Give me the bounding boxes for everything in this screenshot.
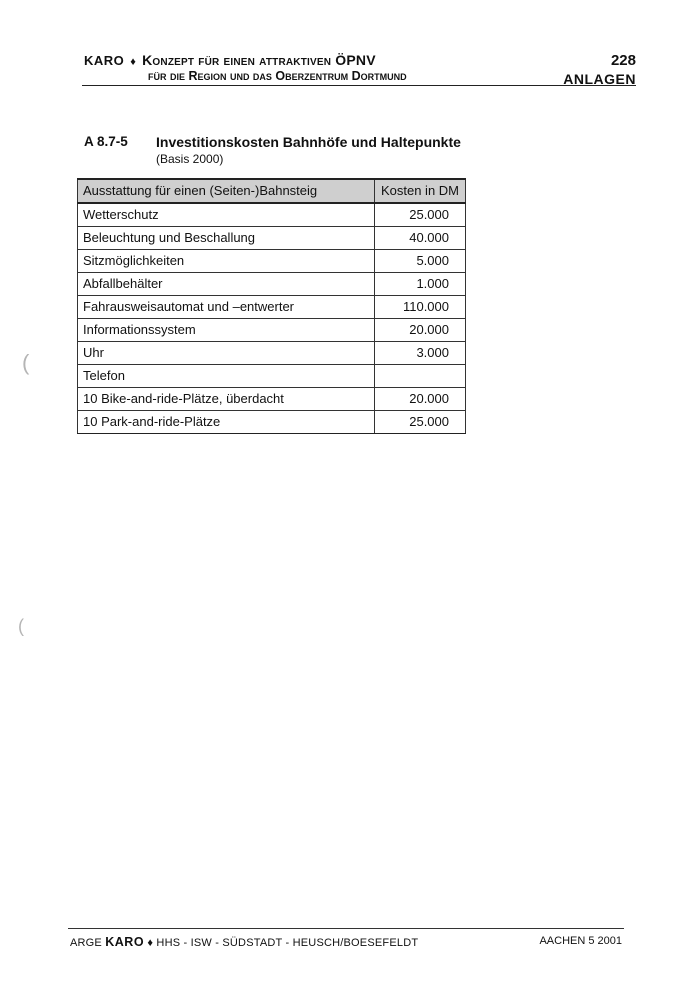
footer-karo-brand: KARO [105, 935, 145, 949]
item-cell: Fahrausweisautomat und –entwerter [78, 296, 375, 319]
section-subtitle: (Basis 2000) [156, 152, 224, 166]
header-titles [84, 52, 407, 83]
item-cell: Beleuchtung und Beschallung [78, 227, 375, 250]
cost-cell: 40.000 [375, 227, 466, 250]
table-row [78, 296, 466, 319]
section-number: A 8.7-5 [84, 134, 128, 149]
table-row [78, 388, 466, 411]
cost-cell: 25.000 [375, 411, 466, 434]
cost-cell: 110.000 [375, 296, 466, 319]
footer-place-date: AACHEN 5 2001 [539, 935, 622, 947]
table-row [78, 273, 466, 296]
footer-credits [70, 935, 418, 949]
cost-cell: 1.000 [375, 273, 466, 296]
table-row [78, 365, 466, 388]
page-number: 228 [610, 52, 636, 69]
item-cell: Abfallbehälter [78, 273, 375, 296]
item-cell: 10 Park-and-ride-Plätze [78, 411, 375, 434]
table-row [78, 411, 466, 434]
footer-partners: HHS - ISW - SÜDSTADT - HEUSCH/BOESEFELDT [156, 937, 419, 949]
cost-cell: 20.000 [375, 388, 466, 411]
cost-cell: 5.000 [375, 250, 466, 273]
footer-divider [68, 928, 624, 929]
item-cell: Telefon [78, 365, 375, 388]
header-divider [82, 85, 636, 86]
table-row [78, 250, 466, 273]
scan-artifact: ( [18, 616, 24, 636]
column-header-cost: Kosten in DM [375, 179, 466, 203]
table-header-row [78, 179, 466, 203]
diamond-icon: ♦ [130, 56, 137, 68]
item-cell: Sitzmöglichkeiten [78, 250, 375, 273]
diamond-icon: ♦ [147, 937, 154, 949]
item-cell: 10 Bike-and-ride-Plätze, überdacht [78, 388, 375, 411]
item-cell: Informationssystem [78, 319, 375, 342]
item-cell: Wetterschutz [78, 203, 375, 227]
table-row [78, 342, 466, 365]
table-row [78, 227, 466, 250]
cost-table [77, 178, 466, 434]
item-cell: Uhr [78, 342, 375, 365]
cost-cell: 25.000 [375, 203, 466, 227]
document-title: Konzept für einen attraktiven ÖPNV [142, 52, 376, 68]
column-header-item: Ausstattung für einen (Seiten-)Bahnsteig [78, 179, 375, 203]
table-row [78, 203, 466, 227]
section-title: Investitionskosten Bahnhöfe und Haltepunkte [156, 134, 461, 150]
header-line-1 [84, 52, 407, 68]
document-subtitle: für die Region und das Oberzentrum Dortmund [148, 69, 407, 83]
header-page-info [563, 52, 636, 87]
scan-artifact: ( [22, 350, 30, 375]
footer-prefix: ARGE [70, 937, 102, 949]
cost-cell: 3.000 [375, 342, 466, 365]
karo-brand: KARO [84, 53, 125, 68]
table-row [78, 319, 466, 342]
section-label: ANLAGEN [563, 71, 636, 87]
cost-cell: 20.000 [375, 319, 466, 342]
cost-cell [375, 365, 466, 388]
